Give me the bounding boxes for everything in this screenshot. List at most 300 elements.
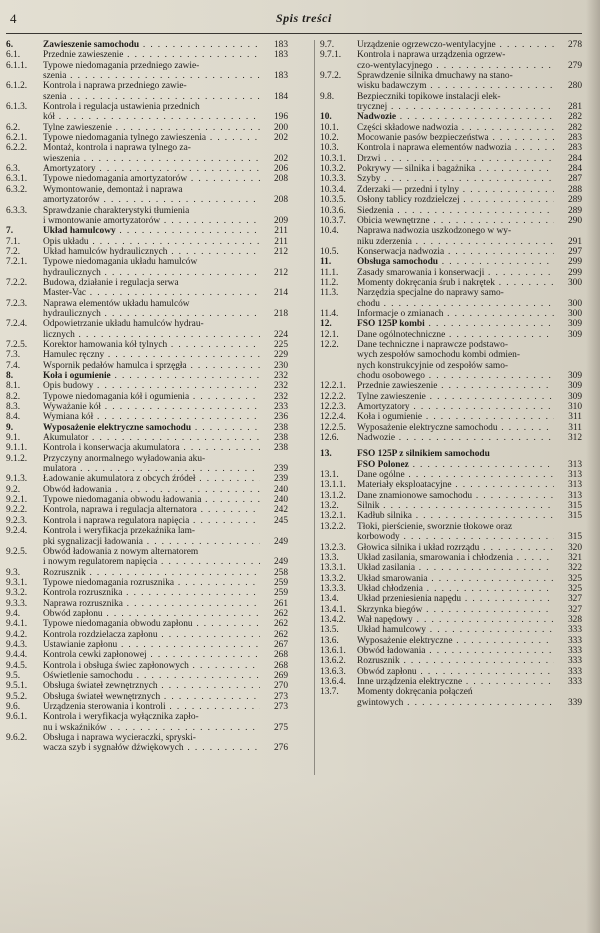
toc-entry-number: 13.5. [320, 625, 339, 636]
toc-entry-title-line: Obsługa i naprawa wycieraczki, spryski- [43, 733, 196, 744]
toc-entry-number: 10.3.1. [320, 153, 346, 164]
toc-entry-title: Kontrola, naprawa i regulacja alternatora . . . [43, 505, 260, 515]
toc-entry-number: 9.3.3. [6, 598, 28, 609]
toc-entry-page: 333 [567, 635, 582, 646]
toc-entry [320, 402, 582, 412]
toc-entry-page: 184 [273, 91, 288, 102]
toc-entry-page: 269 [273, 670, 288, 681]
toc-entry-title: amortyzatorów . . . [43, 195, 260, 205]
toc-entry-page: 333 [567, 666, 582, 677]
toc-entry-title: niku zderzenia . . . [357, 237, 554, 247]
toc-entry-title: Układ przeniesienia napędu . . . [357, 594, 554, 604]
toc-entry [320, 543, 582, 553]
toc-entry-page: 313 [567, 459, 582, 470]
toc-entry-page: 270 [273, 681, 288, 692]
toc-entry [6, 81, 288, 102]
toc-entry-title: Wspornik pedałów hamulca i sprzęgła . . . [43, 361, 260, 371]
toc-entry-title-line: Dane techniczne i naprawcze podstawo- [357, 339, 508, 350]
toc-entry-number: 13.4. [320, 594, 339, 605]
toc-entry-title: Obwód zapłonu . . . [43, 609, 260, 619]
toc-entry-title: Skrzynka biegów . . . [357, 605, 554, 615]
toc-entry-title: Drzwi . . . [357, 154, 554, 164]
toc-entry-title: Rozrusznik . . . [43, 568, 260, 578]
toc-entry-title: Układ hamulcowy . . . [43, 226, 260, 236]
toc-entry [320, 123, 582, 133]
toc-entry-title-line: Naprawa nadwozia uszkodzonego w wy- [357, 226, 512, 237]
toc-entry [6, 733, 288, 754]
toc-entry [6, 712, 288, 733]
toc-entry [320, 40, 582, 50]
toc-entry-page: 273 [273, 702, 288, 712]
toc-entry-page: 322 [567, 563, 582, 574]
header-rule [6, 33, 582, 34]
toc-entry-page: 309 [567, 391, 582, 402]
toc-entry [6, 299, 288, 320]
toc-entry-page: 214 [273, 288, 288, 299]
toc-entry-page: 327 [567, 594, 582, 605]
toc-entry-number: 9.6.1. [6, 712, 28, 723]
toc-entry-number: 7.4. [6, 360, 21, 371]
toc-entry-number: 11.2. [320, 277, 339, 288]
toc-entry-title-line: Momenty dokręcania połączeń [357, 687, 473, 698]
toc-entry [6, 392, 288, 402]
toc-entry-number: 6.3.1. [6, 174, 28, 185]
toc-entry-number: 10.3. [320, 143, 339, 154]
toc-entry-page: 232 [273, 381, 288, 392]
toc-entry-title: Wyposażenie elektryczne samochodu . . . [357, 423, 554, 433]
toc-entry-page: 259 [273, 588, 288, 599]
toc-entry-page: 321 [567, 552, 582, 563]
toc-entry-title: Siedzenia . . . [357, 206, 554, 216]
page-edge-shadow [586, 0, 600, 933]
toc-entry-page: 325 [567, 573, 582, 584]
toc-entry-page: 309 [567, 319, 582, 330]
toc-entry-page: 238 [273, 443, 288, 454]
toc-entry-page: 240 [273, 495, 288, 506]
toc-entry-page: 218 [273, 308, 288, 319]
toc-entry [6, 568, 288, 578]
toc-entry-title: Kontrola i konserwacja akumulatora . . . [43, 443, 260, 453]
toc-entry-number: 8. [6, 371, 14, 381]
toc-entry-number: 10.3.7. [320, 215, 346, 226]
toc-entry [6, 123, 288, 133]
toc-entry-title: hydraulicznych . . . [43, 268, 260, 278]
toc-entry [320, 625, 582, 635]
toc-entry-title-line: Budowa, działanie i regulacja serwa [43, 277, 179, 288]
toc-entry-title: Amortyzatory . . . [43, 164, 260, 174]
page-bottom-margin [0, 780, 600, 933]
toc-entry-title: Typowe niedomagania kół i ogumienia . . . [43, 392, 260, 402]
toc-entry-title: Kontrola i naprawa regulatora napięcia . . . [43, 516, 260, 526]
toc-section [6, 40, 288, 50]
toc-entry-page: 276 [273, 743, 288, 754]
toc-entry-page: 249 [273, 557, 288, 568]
toc-entry [320, 433, 582, 443]
toc-entry-number: 10.2. [320, 133, 339, 144]
toc-entry-title: Obwód zapłonu . . . [357, 667, 554, 677]
toc-entry-page: 311 [568, 422, 582, 433]
toc-entry-page: 240 [273, 484, 288, 495]
toc-entry-number: 10.5. [320, 246, 339, 257]
toc-entry-number: 13.2. [320, 501, 339, 512]
toc-entry [320, 480, 582, 490]
toc-entry [320, 605, 582, 615]
toc-entry-title: Wał napędowy . . . [357, 615, 554, 625]
toc-entry-title: Układ hamulcowy . . . [357, 625, 554, 635]
toc-entry-title: szenia . . . [43, 71, 260, 81]
toc-entry-page: 249 [273, 536, 288, 547]
toc-entry-title: Obsługa samochodu . . . [357, 257, 554, 267]
toc-entry-number: 7.2.4. [6, 319, 28, 330]
toc-entry-number: 7. [6, 226, 14, 237]
toc-entry-page: 290 [567, 215, 582, 226]
toc-entry-title: Opis układu . . . [43, 237, 260, 247]
toc-entry-number: 10.4. [320, 226, 339, 237]
toc-entry-number: 9.4.4. [6, 650, 28, 661]
toc-entry-number: 6.2.1. [6, 133, 28, 144]
toc-entry-number: 12. [320, 319, 332, 330]
toc-entry-title: Materiały eksploatacyjne . . . [357, 480, 554, 490]
toc-entry-page: 315 [567, 511, 582, 522]
toc-entry-page: 262 [273, 608, 288, 619]
toc-entry-number: 10.3.6. [320, 205, 346, 216]
toc-entry [6, 505, 288, 515]
toc-entry [6, 278, 288, 299]
toc-entry-page: 315 [567, 501, 582, 512]
toc-entry-page: 262 [273, 619, 288, 630]
toc-entry-page: 229 [273, 350, 288, 361]
toc-entry-title: kół . . . [43, 112, 260, 122]
toc-entry-page: 313 [567, 480, 582, 491]
toc-entry-number: 9.7.1. [320, 50, 342, 61]
toc-entry-number: 13.2.2. [320, 521, 346, 532]
toc-entry-title: Koła i ogumienie . . . [357, 412, 554, 422]
toc-entry-title-line: Wymontowanie, demontaż i naprawa [43, 184, 183, 195]
toc-entry [6, 206, 288, 227]
toc-entry-page: 183 [273, 71, 288, 82]
toc-entry-title: Konserwacja nadwozia . . . [357, 247, 554, 257]
toc-entry-number: 13.4.2. [320, 614, 346, 625]
toc-entry [320, 667, 582, 677]
toc-entry-title: korbowody . . . [357, 532, 554, 542]
toc-entry-page: 202 [273, 153, 288, 164]
toc-entry-page: 333 [567, 625, 582, 636]
toc-entry-number: 7.1. [6, 236, 21, 247]
toc-entry-page: 300 [567, 298, 582, 309]
toc-entry-page: 312 [567, 433, 582, 444]
toc-entry-title-line: Typowe niedomagania przedniego zawie- [43, 60, 200, 71]
toc-entry-title: Koła i ogumienie . . . [43, 371, 260, 381]
toc-entry-page: 212 [273, 246, 288, 257]
toc-entry-number: 8.1. [6, 381, 21, 392]
toc-entry-title: Obicia wewnętrzne . . . [357, 216, 554, 226]
toc-entry [320, 288, 582, 309]
toc-entry-title: licznych . . . [43, 330, 260, 340]
toc-entry [6, 247, 288, 257]
toc-entry-title: Zawieszenie samochodu . . . [43, 40, 260, 50]
toc-entry-number: 9.3. [6, 567, 21, 578]
toc-entry [6, 588, 288, 598]
page-number: 4 [10, 11, 17, 26]
toc-section [320, 449, 582, 470]
toc-entry-page: 313 [567, 490, 582, 501]
toc-entry-title: Mocowanie pasów bezpieczeństwa . . . [357, 133, 554, 143]
toc-entry-number: 12.2.2. [320, 391, 346, 402]
toc-entry-page: 283 [567, 133, 582, 144]
toc-entry-page: 238 [273, 422, 288, 433]
toc-entry [6, 443, 288, 453]
toc-entry-title-line: Narzędzia specjalne do naprawy samo- [357, 288, 504, 299]
toc-entry [6, 671, 288, 681]
toc-entry-title: Układ chłodzenia . . . [357, 584, 554, 594]
toc-section [6, 423, 288, 433]
toc-entry-number: 9.5. [6, 670, 21, 681]
toc-entry-title: Przednie zawieszenie . . . [357, 381, 554, 391]
toc-entry-number: 13.3. [320, 552, 339, 563]
toc-entry [320, 553, 582, 563]
toc-entry-title: Kontrola i naprawa elementów nadwozia . . . [357, 143, 554, 153]
toc-entry-number: 9.6.2. [6, 733, 28, 744]
toc-entry-page: 211 [274, 236, 288, 247]
toc-entry-page: 268 [273, 660, 288, 671]
toc-entry-page: 261 [273, 598, 288, 609]
toc-entry-page: 281 [567, 102, 582, 113]
toc-entry-number: 9.4.3. [6, 639, 28, 650]
toc-entry-page: 313 [567, 470, 582, 481]
toc-entry-title: czo-wentylacyjnego . . . [357, 61, 554, 71]
toc-entry-title: Urządzenia sterowania i kontroli . . . [43, 702, 260, 712]
toc-entry-page: 278 [567, 40, 582, 50]
toc-entry-number: 13.6.2. [320, 656, 346, 667]
toc-entry-title-line: Naprawa elementów układu hamulców [43, 298, 190, 309]
toc-entry-number: 6.3.2. [6, 184, 28, 195]
toc-entry-number: 13.6. [320, 635, 339, 646]
toc-entry-title: Obsługa świateł zewnętrznych . . . [43, 681, 260, 691]
toc-entry [6, 547, 288, 568]
toc-entry-number: 9. [6, 422, 14, 433]
toc-entry-title: Osłony tablicy rozdzielczej . . . [357, 195, 554, 205]
toc-entry-title: Typowe niedomagania tylnego zawieszenia . . . [43, 133, 260, 143]
toc-entry-number: 12.1. [320, 329, 339, 340]
toc-entry-number: 7.2. [6, 246, 21, 257]
toc-entry-title: Tylne zawieszenie . . . [43, 123, 260, 133]
toc-entry-title: Inne urządzenia elektryczne . . . [357, 677, 554, 687]
toc-section [6, 371, 288, 381]
toc-entry-title-line: Typowe niedomagania układu hamulców [43, 257, 198, 268]
toc-entry [320, 511, 582, 521]
toc-entry [320, 470, 582, 480]
toc-entry-title: trycznej . . . [357, 102, 554, 112]
toc-entry [6, 516, 288, 526]
toc-entry-title: Zderzaki — przedni i tylny . . . [357, 185, 554, 195]
toc-entry [6, 412, 288, 422]
toc-entry-title-line: Kontrola i naprawa urządzenia ogrzew- [357, 50, 506, 61]
toc-entry-number: 9.2.1. [6, 495, 28, 506]
toc-entry-page: 309 [567, 329, 582, 340]
toc-entry-page: 239 [273, 474, 288, 485]
toc-entry-number: 12.2.1. [320, 381, 346, 392]
toc-entry-number: 10.1. [320, 122, 339, 133]
toc-entry-title: chodu osobowego . . . [357, 371, 554, 381]
toc-entry [320, 278, 582, 288]
toc-entry-number: 8.2. [6, 391, 21, 402]
toc-right-column [320, 40, 582, 708]
toc-section [320, 319, 582, 329]
toc-entry [320, 195, 582, 205]
toc-entry [320, 392, 582, 402]
toc-entry-page: 280 [567, 81, 582, 92]
toc-entry-title-line: Kontrola i weryfikacja wyłącznika zapło- [43, 712, 199, 723]
toc-entry-page: 300 [567, 308, 582, 319]
toc-entry [320, 216, 582, 226]
toc-entry-page: 282 [567, 112, 582, 123]
toc-entry [320, 71, 582, 92]
toc-entry-title: Układ zasilania, smarowania i chłodzenia . . . [357, 553, 554, 563]
toc-entry-title: i wmontowanie amortyzatorów . . . [43, 216, 260, 226]
page-header [6, 8, 586, 28]
toc-entry-page: 327 [567, 604, 582, 615]
toc-entry-page: 283 [567, 143, 582, 154]
toc-entry-number: 8.4. [6, 412, 21, 423]
toc-entry [320, 646, 582, 656]
toc-entry-page: 206 [273, 164, 288, 175]
toc-entry-page: 208 [273, 195, 288, 206]
toc-entry [320, 247, 582, 257]
toc-entry [6, 164, 288, 174]
toc-entry-number: 6.1.1. [6, 60, 28, 71]
toc-entry-number: 9.3.1. [6, 577, 28, 588]
toc-entry-number: 9.7.2. [320, 71, 342, 82]
toc-entry-number: 12.6. [320, 433, 339, 444]
toc-entry [6, 661, 288, 671]
toc-entry-title: Informacje o zmianach . . . [357, 309, 554, 319]
toc-entry-page: 211 [274, 226, 288, 237]
toc-entry-page: 315 [567, 532, 582, 543]
toc-entry [6, 381, 288, 391]
toc-entry-title: Układ zasilania . . . [357, 563, 554, 573]
toc-entry [320, 154, 582, 164]
toc-entry-title: Zasady smarowania i konserwacji . . . [357, 268, 554, 278]
toc-entry-number: 10.3.3. [320, 174, 346, 185]
toc-entry [6, 402, 288, 412]
toc-entry-page: 273 [273, 691, 288, 702]
toc-entry [320, 174, 582, 184]
toc-entry-page: 291 [567, 236, 582, 247]
toc-entry-title: Dane znamionowe samochodu . . . [357, 491, 554, 501]
toc-entry-number: 11.3. [320, 288, 339, 299]
toc-entry-number: 12.2.4. [320, 412, 346, 423]
toc-entry [6, 350, 288, 360]
toc-entry-number: 13.7. [320, 687, 339, 698]
toc-entry [6, 599, 288, 609]
toc-entry [320, 50, 582, 71]
toc-entry-number: 12.2.5. [320, 422, 346, 433]
toc-entry-title: wisku badawczym . . . [357, 81, 554, 91]
toc-entry [320, 143, 582, 153]
toc-entry-title: Obwód ładowania . . . [357, 646, 554, 656]
toc-entry-number: 6. [6, 40, 14, 50]
toc-entry [6, 237, 288, 247]
toc-entry-page: 297 [567, 246, 582, 257]
toc-entry-number: 13.2.1. [320, 511, 346, 522]
toc-entry-title: Kontrola i obsługa świec zapłonowych . . . [43, 661, 260, 671]
toc-entry-page: 236 [273, 412, 288, 423]
toc-entry [320, 92, 582, 113]
toc-entry [320, 185, 582, 195]
toc-entry-number: 13.2.3. [320, 542, 346, 553]
toc-entry-page: 212 [273, 267, 288, 278]
toc-entry [320, 491, 582, 501]
toc-entry [6, 526, 288, 547]
toc-entry-page: 267 [273, 639, 288, 650]
toc-entry-number: 6.2. [6, 122, 21, 133]
toc-entry-page: 309 [567, 371, 582, 381]
toc-entry [320, 206, 582, 216]
toc-entry-number: 7.2.5. [6, 339, 28, 350]
running-title: Spis treści [276, 11, 332, 25]
toc-entry-title-line: Bezpieczniki topikowe instalacji elek- [357, 91, 501, 102]
toc-entry-title: Typowe niedomagania obwodu ładowania . . . [43, 495, 260, 505]
toc-entry-number: 9.1.3. [6, 474, 28, 485]
toc-entry [6, 619, 288, 629]
toc-entry-title: Urządzenie ogrzewczo-wentylacyjne . . . [357, 40, 554, 50]
toc-entry-title-line: Przyczyny anormalnego wyładowania aku- [43, 453, 206, 464]
toc-entry-title: pki sygnalizacji ładowania . . . [43, 537, 260, 547]
toc-entry-number: 9.3.2. [6, 588, 28, 599]
toc-entry-page: 224 [273, 329, 288, 340]
toc-entry [6, 61, 288, 82]
toc-entry [320, 584, 582, 594]
column-divider [314, 40, 315, 775]
toc-entry-number: 9.4.2. [6, 629, 28, 640]
toc-entry-page: 288 [567, 184, 582, 195]
toc-entry-page: 208 [273, 174, 288, 185]
toc-entry-number: 9.5.2. [6, 691, 28, 702]
toc-entry-title: Kontrola rozrusznika . . . [43, 588, 260, 598]
toc-entry-title: Wyważanie kół . . . [43, 402, 260, 412]
toc-entry-page: 299 [567, 257, 582, 268]
toc-entry-page: 284 [567, 153, 582, 164]
toc-entry [6, 257, 288, 278]
toc-entry-title-line: Kontrola i regulacja ustawienia przednich [43, 102, 200, 113]
toc-entry-title-line: Tłoki, pierścienie, sworznie tłokowe oraz [357, 521, 513, 532]
toc-entry-number: 13.3.3. [320, 583, 346, 594]
toc-entry-page: 232 [273, 371, 288, 381]
toc-entry-title: Obwód ładowania . . . [43, 485, 260, 495]
toc-entry-page: 233 [273, 402, 288, 413]
toc-entry-title: Wymiana kół . . . [43, 412, 260, 422]
toc-entry [6, 433, 288, 443]
toc-entry-number: 6.3.3. [6, 205, 28, 216]
toc-entry-title: FSO 125P kombi . . . [357, 319, 554, 329]
toc-entry [6, 692, 288, 702]
toc-entry-title: Przednie zawieszenie . . . [43, 50, 260, 60]
toc-entry-title-line: Montaż, kontrola i naprawa tylnego za- [43, 143, 191, 154]
toc-entry-title: gwintowych . . . [357, 698, 554, 708]
toc-entry-title: Naprawa rozrusznika . . . [43, 599, 260, 609]
toc-entry-number: 9.2. [6, 484, 21, 495]
toc-entry [6, 102, 288, 123]
toc-entry-number: 9.7. [320, 40, 335, 50]
toc-entry-number: 13.4.1. [320, 604, 346, 615]
toc-entry-number: 6.1. [6, 50, 21, 61]
toc-entry-number: 9.5.1. [6, 681, 28, 692]
toc-entry-title: chodu . . . [357, 299, 554, 309]
toc-entry-title: Typowe niedomagania rozrusznika . . . [43, 578, 260, 588]
toc-entry [320, 423, 582, 433]
toc-entry [320, 563, 582, 573]
toc-entry-number: 9.2.5. [6, 546, 28, 557]
